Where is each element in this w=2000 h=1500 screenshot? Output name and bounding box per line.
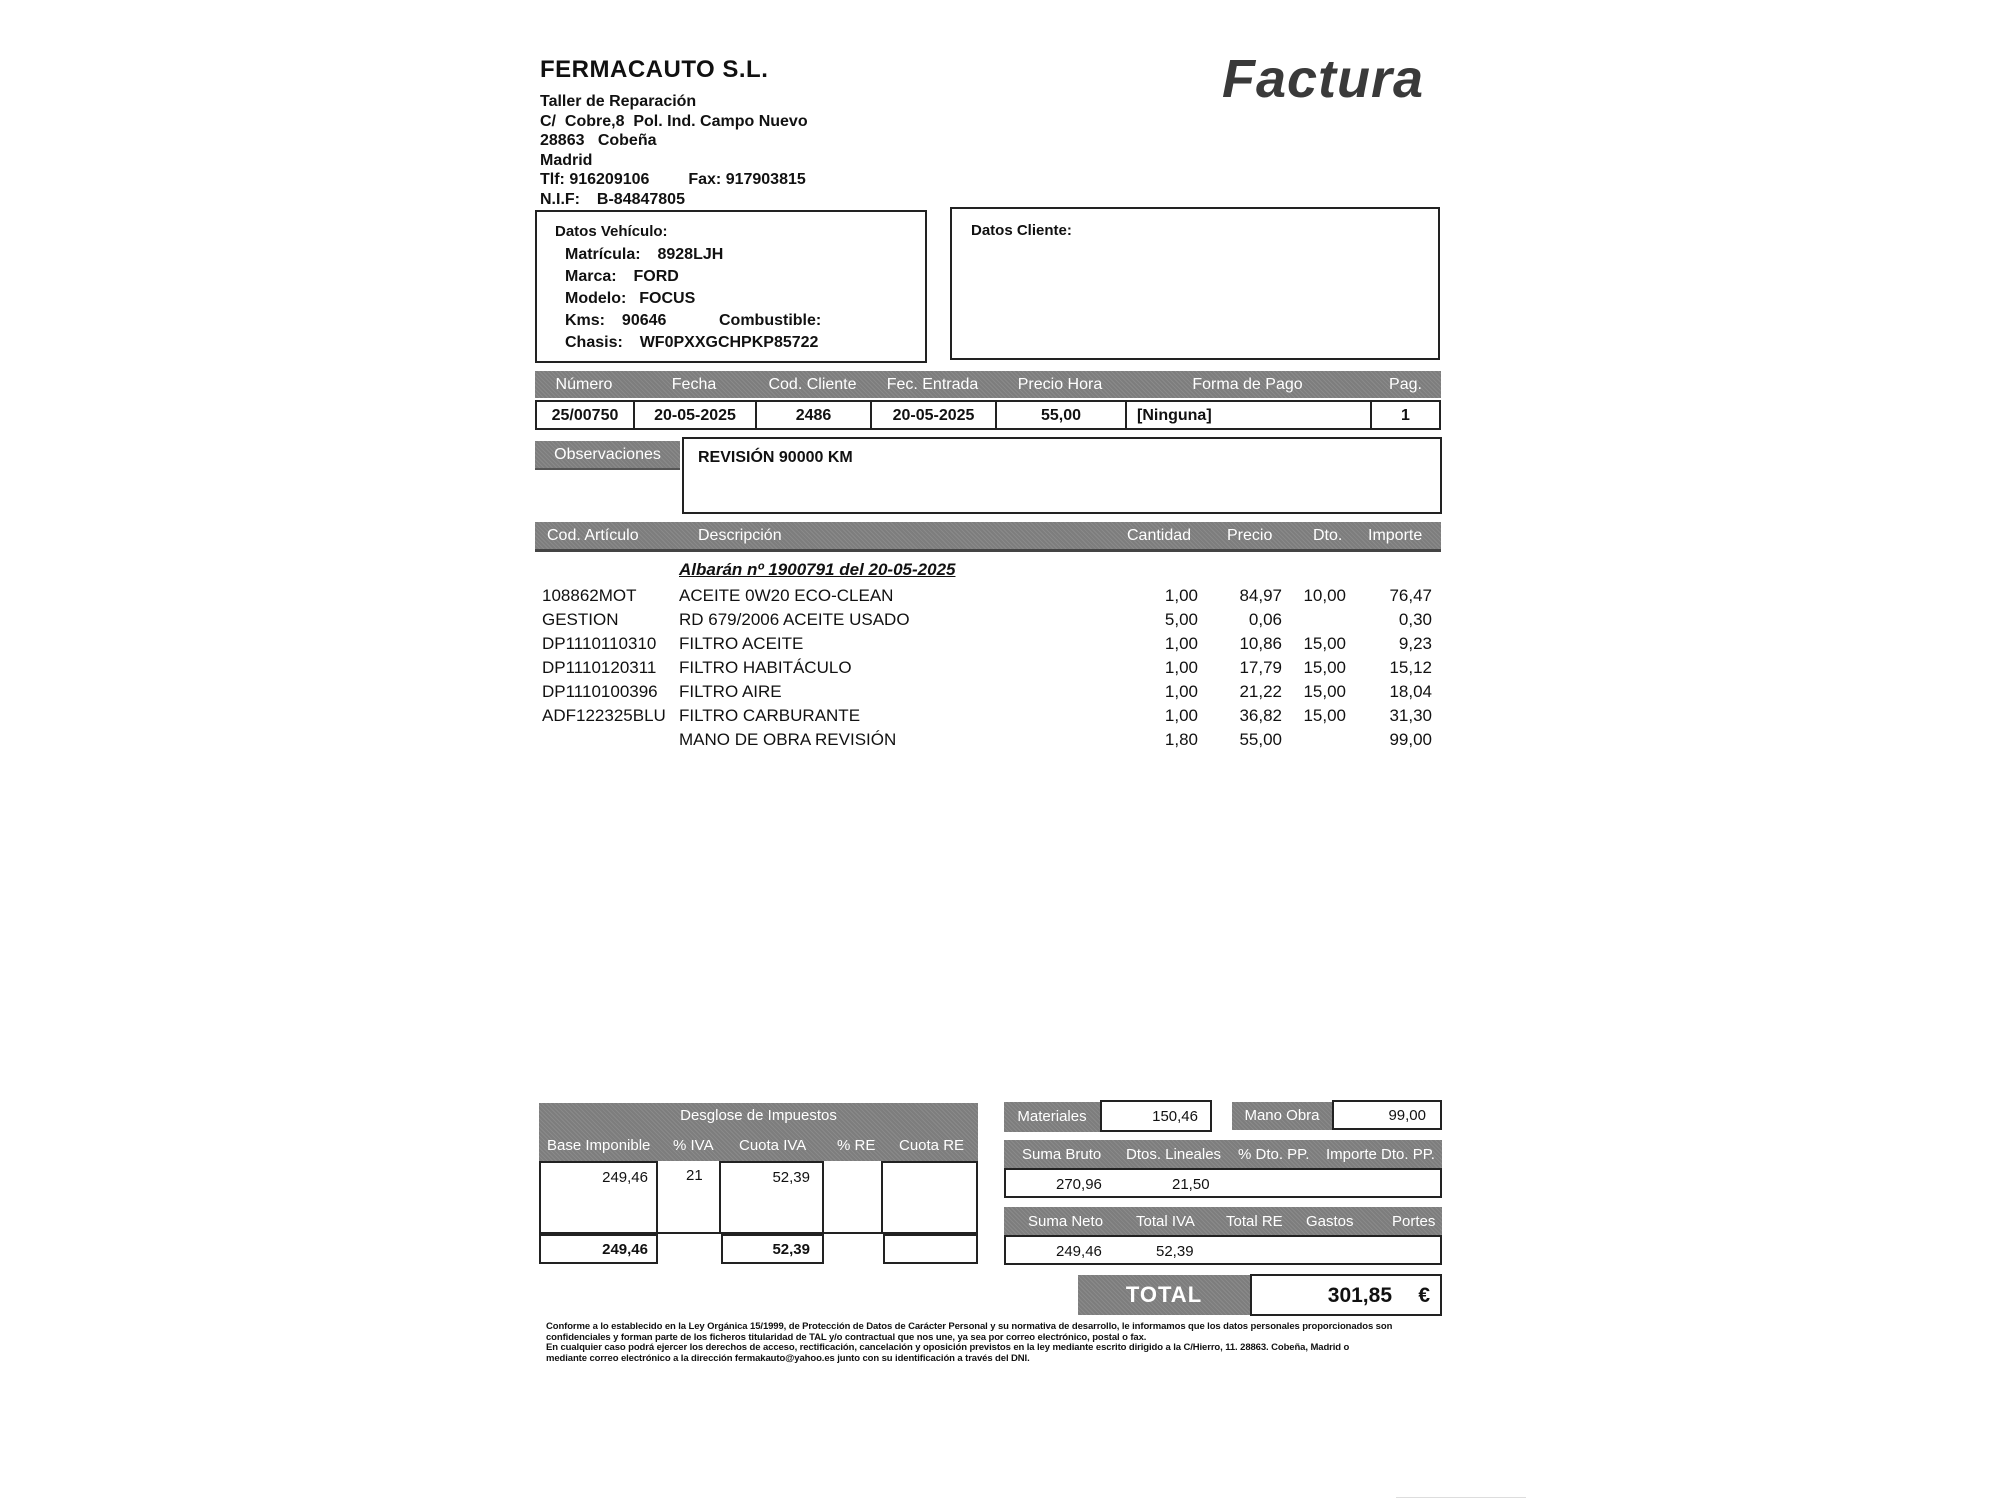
line-desc: MANO DE OBRA REVISIÓN [679,730,897,749]
line-importe: 76,47 [1389,586,1432,605]
importe-dto-pp-label: Importe Dto. PP. [1326,1146,1435,1163]
precio-hora-value: 55,00 [997,402,1127,430]
line-cod: DP1110120311 [542,658,657,677]
tlf-value: 916209106 [569,171,650,188]
line-cantidad: 1,80 [1164,730,1198,749]
line-desc: FILTRO HABITÁCULO [679,658,852,677]
line-desc: FILTRO AIRE [679,682,782,701]
taxes-header [539,1103,978,1161]
cod-cliente-value: 2486 [757,402,872,430]
document-title: Factura [1222,49,1425,109]
invoice-header-labels [535,371,1441,398]
chassis-label: Chasis: [565,334,623,351]
line-desc: RD 679/2006 ACEITE USADO [679,610,910,629]
cod-cliente-label: Cod. Cliente [768,376,857,393]
fuel-label: Combustible: [719,312,822,329]
total-re-label: Total RE [1226,1213,1283,1230]
suma-bruto-header [1004,1140,1442,1168]
company-name: FERMACAUTO S.L. [540,56,769,83]
suma-neto-value: 249,46 [1056,1243,1102,1260]
line-cod: GESTION [542,610,619,629]
tax-cuota-re-cell [883,1161,978,1234]
currency-symbol: € [1418,1284,1430,1307]
line-cantidad: 1,00 [1164,586,1198,605]
vehicle-box [535,210,927,363]
total-label: TOTAL [1078,1275,1250,1315]
vehicle-plate-row [565,244,723,266]
cod-articulo-header: Cod. Artículo [547,527,639,544]
observaciones-label-underline [535,468,680,470]
line-importe: 18,04 [1389,682,1432,701]
invoice-header-values [535,400,1441,430]
line-importe: 0,30 [1398,610,1432,629]
chassis-value: WF0PXXGCHPKP85722 [639,334,819,351]
vehicle-chassis-row [565,332,818,354]
plate-label: Matrícula: [565,246,641,263]
suma-neto-values [1004,1235,1442,1265]
numero-value: 25/00750 [537,402,635,430]
fecha-label: Fecha [671,376,717,393]
line-cod: DP1110100396 [542,682,658,701]
cuota-iva-label: Cuota IVA [739,1137,807,1154]
line-cantidad: 1,00 [1164,658,1198,677]
lines-header [535,522,1441,549]
materiales-cell [1100,1100,1212,1132]
line-cantidad: 1,00 [1164,682,1198,701]
model-label: Modelo: [565,290,627,307]
brand-label: Marca: [565,268,617,285]
observaciones-box [682,437,1442,514]
materiales-label: Materiales [1004,1102,1100,1132]
iva-pct-label: % IVA [673,1137,714,1154]
dto-header: Dto. [1313,527,1343,544]
materiales-value: 150,46 [1152,1108,1198,1125]
line-cod: 108862MOT [542,586,637,605]
total-iva-label: Total IVA [1136,1213,1195,1230]
line-importe: 9,23 [1398,634,1432,653]
total-cell [1250,1274,1442,1316]
precio-header: Precio [1227,527,1273,544]
fax-label: Fax: [688,171,722,188]
albaran-title: Albarán nº 1900791 del 20-05-2025 [679,560,956,579]
line-precio: 36,82 [1239,706,1282,725]
nif-label: N.I.F: [540,190,580,208]
vehicle-heading: Datos Vehículo: [555,223,668,240]
plate-value: 8928LJH [657,246,724,263]
lines-header-rule [535,549,1441,552]
dtos-lineales-label: Dtos. Lineales [1126,1146,1222,1163]
legal-line: En cualquier caso podrá ejercer los derechos de acceso, rectificación, cancelación y oposición previstos en la ley mediante escrito dirigido a la C/Hierro, 11. 28863. Cobeña, Madrid o [546,1342,1350,1353]
brand-value: FORD [633,268,679,285]
tlf-label: Tlf: [540,171,565,188]
line-cod: DP1110110310 [542,634,657,653]
pag-value: 1 [1401,407,1410,424]
vehicle-model-row [565,288,695,310]
tax-iva-value: 21 [686,1167,703,1184]
fec-entrada-label: Fec. Entrada [886,376,979,393]
company-header [540,56,808,209]
line-desc: FILTRO CARBURANTE [679,706,861,725]
client-box [950,207,1440,360]
kms-label: Kms: [565,312,606,329]
line-dto: 15,00 [1303,634,1346,653]
observaciones-text: REVISIÓN 90000 KM [698,449,853,466]
precio-hora-label: Precio Hora [1017,376,1103,393]
mano-obra-label: Mano Obra [1232,1102,1332,1130]
line-dto: 10,00 [1303,586,1346,605]
legal-line: mediante correo electrónico a la dirección fermakauto@yahoo.es junto con su identificación a través del DNI. [546,1352,1030,1364]
tax-base-cell [539,1161,658,1234]
legal-line: Conforme a lo establecido en la Ley Orgánica 15/1999, de Protección de Datos de Carácter Personal y su normativa de desarrollo, le informamos que los datos personales proporcionados son [546,1321,1393,1332]
suma-bruto-label: Suma Bruto [1022,1146,1102,1163]
tax-cuota-cell [721,1161,824,1234]
line-importe: 31,30 [1389,706,1432,725]
line-precio: 0,06 [1248,610,1282,629]
line-precio: 84,97 [1239,586,1282,605]
line-precio: 10,86 [1239,634,1282,653]
vehicle-kms-row [565,310,666,332]
tax-cuota-re-total-cell [883,1234,978,1264]
company-city: Madrid [540,151,593,169]
company-phone-row [540,170,808,190]
legal-notice [546,1322,1446,1364]
line-precio: 21,22 [1239,682,1282,701]
base-imponible-label: Base Imponible [547,1137,651,1154]
client-heading: Datos Cliente: [971,222,1072,239]
tax-base-total: 249,46 [602,1241,648,1258]
cuota-re-label: Cuota RE [899,1137,965,1154]
dtos-lineales-value: 21,50 [1172,1176,1210,1193]
scan-mark [1396,1497,1526,1498]
pag-label: Pag. [1389,376,1422,393]
line-precio: 17,79 [1239,658,1282,677]
taxes-title: Desglose de Impuestos [680,1107,837,1124]
line-cantidad: 5,00 [1164,610,1198,629]
vehicle-brand-row [565,266,679,288]
mano-obra-value: 99,00 [1388,1107,1426,1124]
tax-cuota-total: 52,39 [772,1241,810,1258]
tax-cuota-value: 52,39 [772,1169,810,1186]
portes-label: Portes [1392,1213,1436,1230]
numero-label: Número [555,376,613,393]
tax-base-total-cell [539,1234,658,1264]
line-desc: ACEITE 0W20 ECO-CLEAN [679,586,894,605]
line-importe: 99,00 [1389,730,1432,749]
line-desc: FILTRO ACEITE [679,634,804,653]
line-cantidad: 1,00 [1164,706,1198,725]
forma-pago-label: Forma de Pago [1192,376,1303,393]
company-nif-row [540,190,808,210]
suma-bruto-values [1004,1168,1442,1198]
line-dto: 15,00 [1303,706,1346,725]
line-dto [1290,608,1346,632]
line-cod: ADF122325BLU [542,706,666,725]
company-subtitle: Taller de Reparación [540,93,697,110]
cantidad-header: Cantidad [1127,527,1192,544]
gastos-label: Gastos [1306,1213,1354,1230]
dto-pp-label: % Dto. PP. [1238,1146,1310,1163]
line-dto: 15,00 [1303,658,1346,677]
tax-re-cell [824,1161,883,1234]
fax-value: 917903815 [725,171,806,188]
legal-line: confidenciales y forman parte de los ficheros titularidad de TAL y/o contractual que nos une, ya sea por correo electrónico, postal o fax. [546,1331,1147,1343]
mano-obra-cell [1332,1100,1442,1130]
line-importe: 15,12 [1389,658,1432,677]
line-cantidad: 1,00 [1164,634,1198,653]
tax-iva-cell [658,1161,721,1234]
line-precio: 55,00 [1239,730,1282,749]
descripcion-header: Descripción [698,527,782,544]
tax-base-value: 249,46 [602,1169,648,1186]
company-postal: 28863 Cobeña [540,132,657,149]
total-value: 301,85 [1327,1284,1392,1307]
suma-neto-header [1004,1207,1442,1235]
suma-bruto-value: 270,96 [1056,1176,1102,1193]
line-dto [1290,728,1346,752]
tax-cuota-total-cell [721,1234,824,1264]
line-dto: 15,00 [1303,682,1346,701]
company-address: C/ Cobre,8 Pol. Ind. Campo Nuevo [540,112,808,130]
total-iva-value: 52,39 [1156,1243,1194,1260]
re-pct-label: % RE [837,1137,876,1154]
importe-header: Importe [1368,527,1423,544]
suma-neto-label: Suma Neto [1028,1213,1104,1230]
fecha-value: 20-05-2025 [635,402,757,430]
observaciones-label: Observaciones [535,441,680,468]
nif-value: B-84847805 [596,190,685,208]
kms-value: 90646 [621,312,667,329]
forma-pago-value: [Ninguna] [1137,402,1372,430]
model-value: FOCUS [639,290,696,307]
fec-entrada-value: 20-05-2025 [872,402,997,430]
